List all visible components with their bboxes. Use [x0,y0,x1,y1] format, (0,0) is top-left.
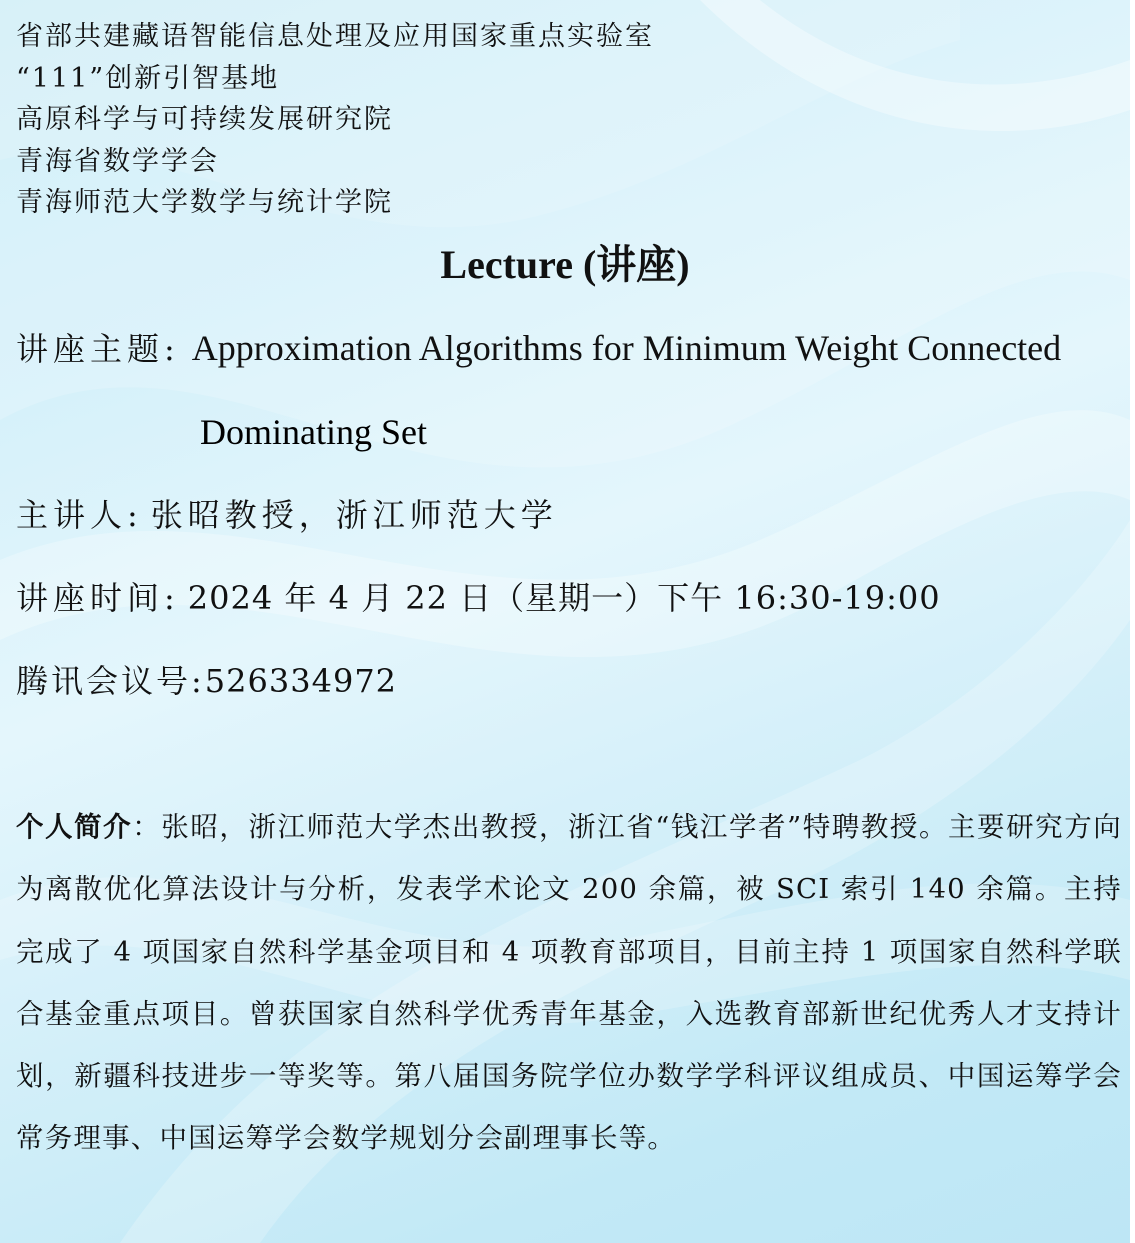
bio-paragraph [16,796,1122,1170]
bio-text: 张昭，浙江师范大学杰出教授，浙江省“钱江学者”特聘教授。主要研究方向为离散优化算法设计与分析，发表学术论文 200 余篇，被 SCI 索引 140 余篇。主持完成了 4 项国家自然科学基金项目和 4 项教育部项目，目前主持 1 项国家自然科学联合基金重点项目。曾获国家自然科学优秀青年基金，入选教育部新世纪优秀人才支持计划，新疆科技进步一等奖等。第八届国务院学位办数学学科评议组成员、中国运筹学会常务理事、中国运筹学会数学规划分会副理事长等。 [16,811,1122,1155]
speaker-row [16,495,558,535]
time-row [16,578,941,618]
organizer-line: 青海师范大学数学与统计学院 [16,187,393,218]
meeting-row [16,661,397,701]
topic-value-line1: Approximation Algorithms for Minimum Weight Connected [191,328,1062,368]
topic-value-line2: Dominating Set [200,412,427,452]
organizer-line: “111”创新引智基地 [16,62,280,94]
topic-row [16,328,1061,369]
speaker-value: 张昭教授，浙江师范大学 [150,496,558,534]
time-value: 2024 年 4 月 22 日（星期一）下午 16:30-19:00 [187,579,941,617]
time-label: 讲座时间: [16,579,180,617]
speaker-label: 主讲人: [16,496,143,534]
organizer-line: 高原科学与可持续发展研究院 [16,104,393,135]
topic-label: 讲座主题: [16,330,180,368]
meeting-label: 腾讯会议号: [16,662,205,700]
bio-label: 个人简介 [16,811,133,843]
meeting-id: 526334972 [204,662,398,700]
organizer-list [16,16,654,224]
bio-colon: ： [132,811,162,843]
organizer-line: 省部共建藏语智能信息处理及应用国家重点实验室 [16,21,654,52]
lecture-title: Lecture (讲座) [440,242,690,287]
organizer-line: 青海省数学学会 [16,145,219,177]
